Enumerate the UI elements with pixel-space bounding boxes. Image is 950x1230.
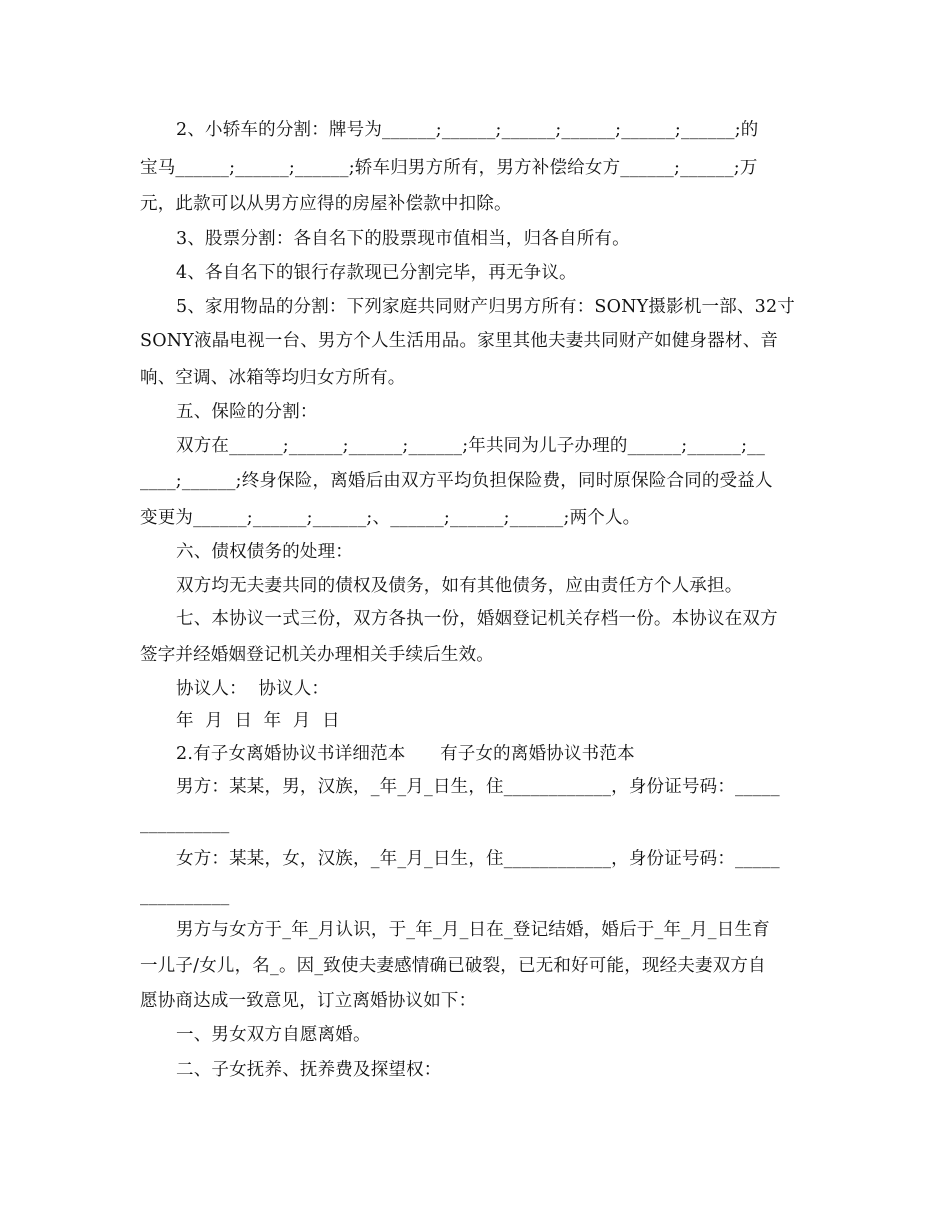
clause-car-division-end: 元，此款可以从男方应得的房屋补偿款中扣除。 (140, 194, 512, 214)
clause-voluntary-divorce: 一、男女双方自愿离婚。 (176, 1025, 371, 1045)
clause-bank-deposit: 4、各自名下的银行存款现已分割完毕，再无争议。 (176, 263, 577, 283)
clause-household-items-cont: SONY液晶电视一台、男方个人生活用品。家里其他夫妻共同财产如健身器材、音 (140, 331, 779, 351)
party-female-id-cont: __________ (140, 886, 230, 906)
clause-household-items-end: 响、空调、冰箱等均归女方所有。 (140, 368, 406, 388)
section-title-template: 2.有子女离婚协议书详细范本 有子女的离婚协议书范本 (176, 744, 635, 764)
clause-insurance-cont: ____;______;终身保险，离婚后由双方平均负担保险费，同时原保险合同的受益人 (140, 471, 773, 491)
clause-copies-end: 签字并经婚姻登记机关办理相关手续后生效。 (140, 645, 494, 665)
marriage-background-end: 愿协商达成一致意见，订立离婚协议如下： (140, 991, 477, 1011)
clause-insurance: 双方在______;______;______;______;年共同为儿子办理的______;______;__ (176, 436, 766, 456)
clause-copies: 七、本协议一式三份，双方各执一份，婚姻登记机关存档一份。本协议在双方 (176, 609, 778, 629)
signature-parties: 协议人： 协议人： (176, 679, 330, 699)
section-debt-heading: 六、债权债务的处理： (176, 542, 353, 562)
marriage-background: 男方与女方于_年_月认识，于_年_月_日在_登记结婚，婚后于_年_月_日生育 (176, 920, 770, 940)
clause-car-division-cont: 宝马______;______;______;轿车归男方所有，男方补偿给女方______;______;万 (140, 158, 758, 178)
clause-debt: 双方均无夫妻共同的债权及债务，如有其他债务，应由责任方个人承担。 (176, 576, 743, 596)
clause-household-items: 5、家用物品的分割：下列家庭共同财产归男方所有：SONY摄影机一部、32寸 (176, 297, 796, 317)
party-male: 男方：某某，男，汉族，_年_月_日生，住____________，身份证号码：_____ (176, 777, 780, 797)
marriage-background-cont: 一儿子/女儿，名_。因_致使夫妻感情确已破裂，已无和好可能，现经夫妻双方自 (140, 956, 766, 976)
clause-stock-division: 3、股票分割：各自名下的股票现市值相当，归各自所有。 (176, 229, 630, 249)
section-insurance-heading: 五、保险的分割： (176, 402, 318, 422)
clause-insurance-end: 变更为______;______;______;、______;______;______;两个人。 (140, 508, 641, 528)
clause-car-division: 2、小轿车的分割：牌号为______;______;______;______;______;______;的 (176, 120, 759, 140)
party-female: 女方：某某，女，汉族，_年_月_日生，住____________，身份证号码：_____ (176, 849, 780, 869)
signature-dates: 年 月 日 年 月 日 (176, 711, 340, 731)
party-male-id-cont: __________ (140, 814, 230, 834)
section-child-custody-heading: 二、子女抚养、抚养费及探望权： (176, 1060, 442, 1080)
